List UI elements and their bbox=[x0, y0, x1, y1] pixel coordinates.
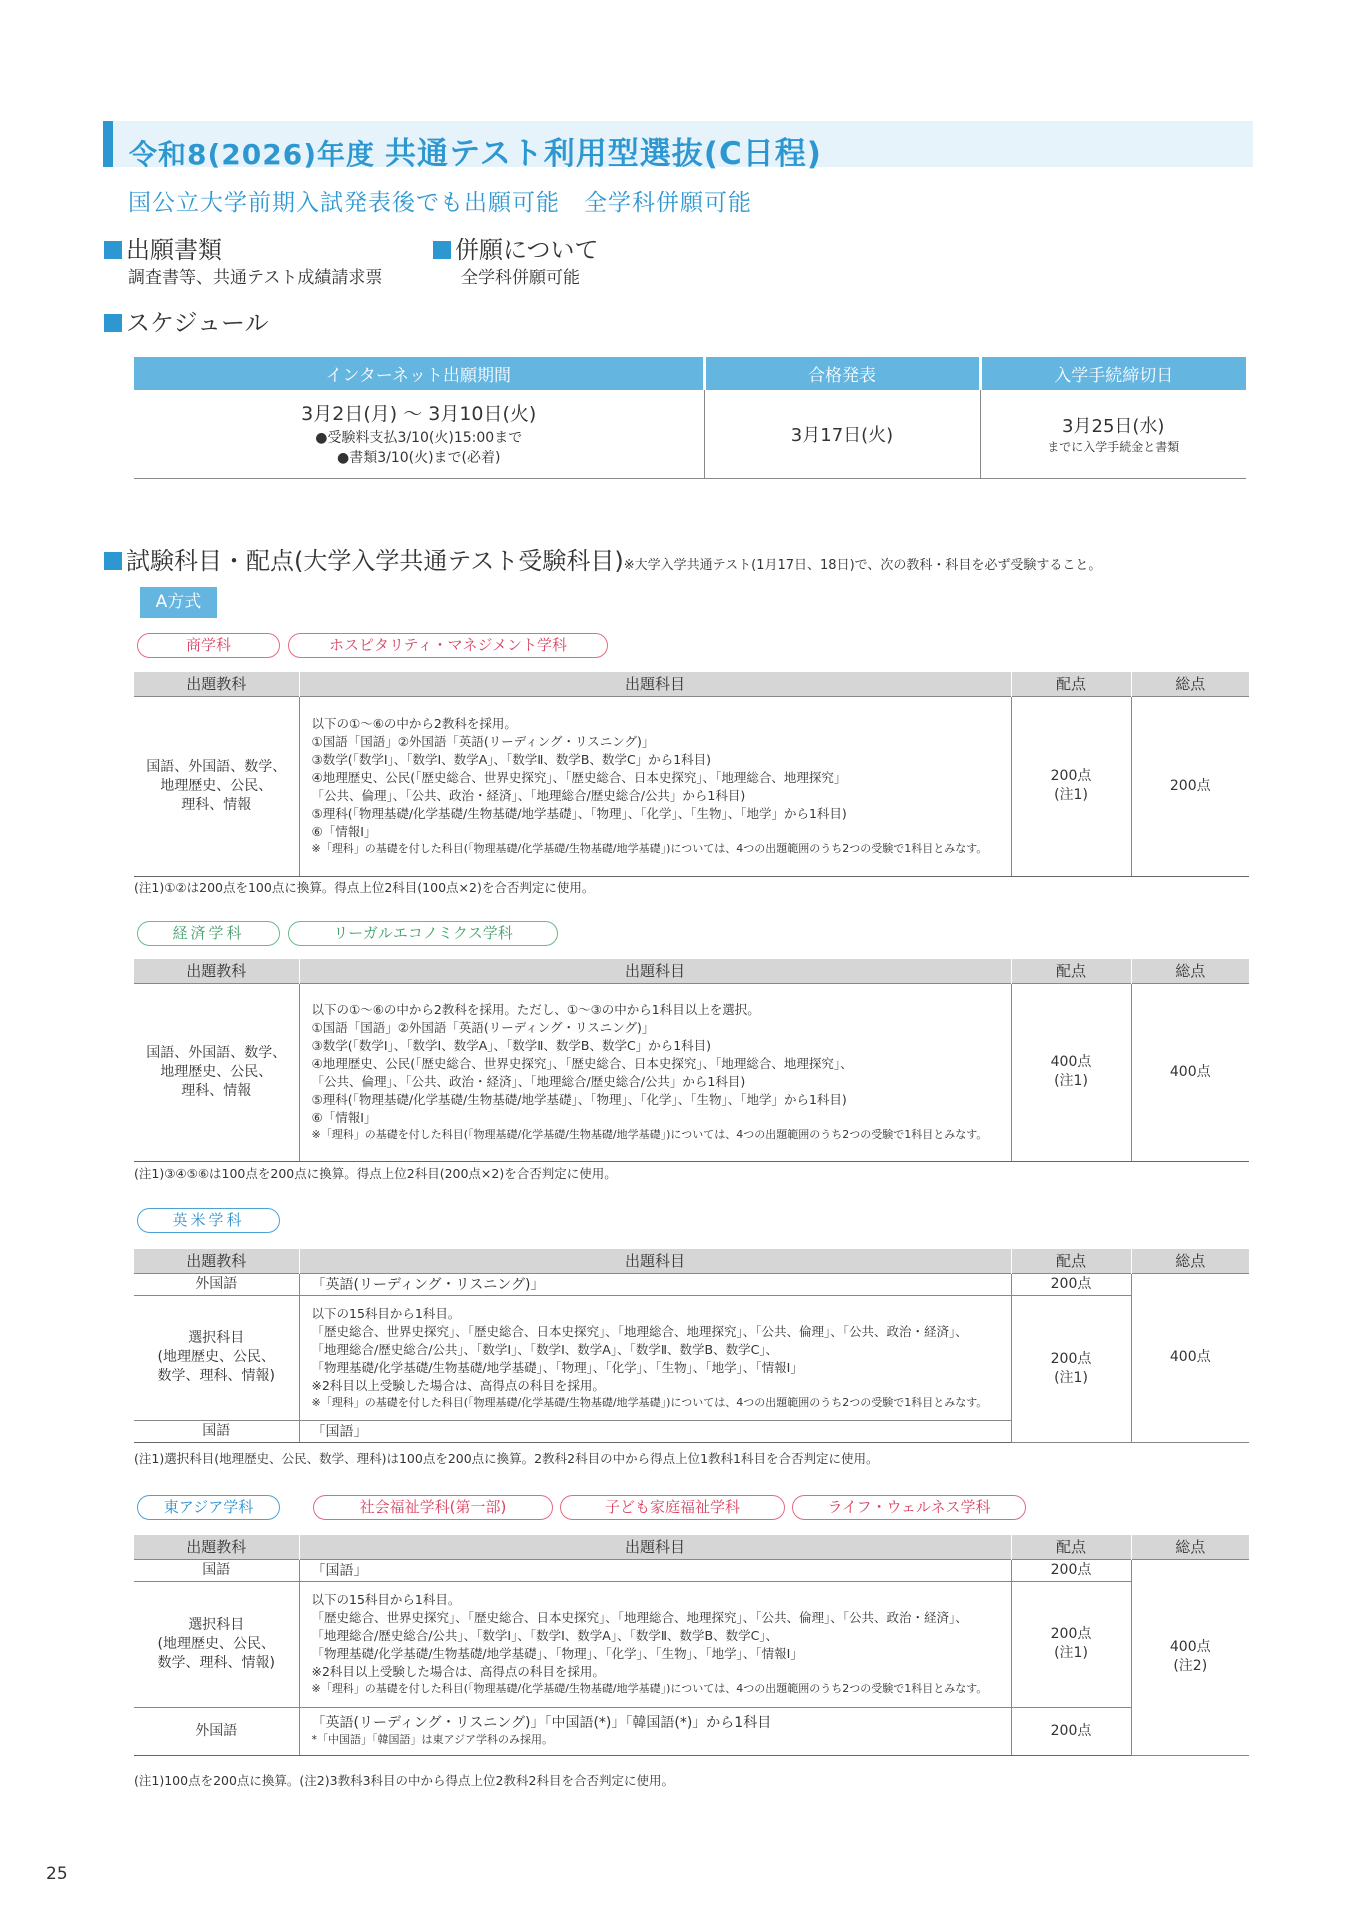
subject-area: 選択科目 (地理歴史、公民、 数学、理科、情報) bbox=[134, 1581, 299, 1707]
dept-pill-legal-economics: リーガルエコノミクス学科 bbox=[288, 921, 558, 946]
subject-detail bbox=[299, 1581, 1011, 1707]
col-header-total: 総点 bbox=[1131, 1249, 1249, 1273]
subject-area: 国語 bbox=[134, 1559, 299, 1581]
schedule-heading bbox=[104, 303, 269, 338]
detail-line: 「英語(リーディング・リスニング)」「中国語(*)」「韓国語(*)」から1科目 bbox=[311, 1715, 772, 1731]
title-accent-bar bbox=[103, 121, 113, 167]
title-band bbox=[103, 121, 1253, 172]
detail-line: ①国語「国語」②外国語「英語(リーディング・リスニング)」 bbox=[311, 1020, 655, 1035]
detail-line: 以下の15科目から1科目。 bbox=[311, 1305, 461, 1321]
detail-line: ※2科目以上受験した場合は、高得点の科目を採用。 bbox=[311, 1377, 605, 1393]
application-docs-heading bbox=[104, 230, 222, 265]
total-cell: 400点 bbox=[1131, 983, 1249, 1161]
detail-line: ③数学(「数学Ⅰ」、「数学Ⅰ、数学A」、「数学Ⅱ、数学B、数学C」から1科目) bbox=[311, 752, 712, 767]
subject-area: 国語、外国語、数学、 地理歴史、公民、 理科、情報 bbox=[134, 983, 299, 1161]
detail-line: 「公共、倫理」、「公共、政治・経済」、「地理総合/歴史総合/公共」から1科目) bbox=[311, 1074, 746, 1089]
concurrent-heading-text: 併願について bbox=[455, 236, 599, 264]
page-number: 25 bbox=[46, 1864, 68, 1884]
subject-table-group3 bbox=[134, 1249, 1249, 1443]
detail-line: ④地理歴史、公民(「歴史総合、世界史探究」、「歴史総合、日本史探究」、「地理総合、地理探究」、 bbox=[311, 1056, 853, 1071]
subject-table-group4 bbox=[134, 1535, 1249, 1756]
points-cell: 200点 bbox=[1011, 1707, 1131, 1755]
detail-line: ③数学(「数学Ⅰ」、「数学Ⅰ、数学A」、「数学Ⅱ、数学B、数学C」から1科目) bbox=[311, 1038, 712, 1053]
dept-pill-life-wellness: ライフ・ウェルネス学科 bbox=[792, 1495, 1026, 1520]
subject-detail: 「国語」 bbox=[299, 1559, 1011, 1581]
application-docs-heading-text: 出願書類 bbox=[126, 236, 222, 264]
detail-line: ※2科目以上受験した場合は、高得点の科目を採用。 bbox=[311, 1664, 605, 1679]
col-header-points: 配点 bbox=[1011, 672, 1131, 696]
schedule-period: 3月2日(月) 〜 3月10日(火) bbox=[301, 403, 537, 426]
col-header-area: 出題教科 bbox=[134, 1535, 299, 1559]
dept-pill-economics: 経済学科 bbox=[137, 921, 280, 946]
detail-note: ※「理科」の基礎を付した科目(「物理基礎/化学基礎/生物基礎/地学基礎」)については、4つの出題範囲のうち2つの受験で1科目とみなす。 bbox=[311, 1128, 988, 1141]
subject-detail: 「国語」 bbox=[299, 1420, 1011, 1442]
col-header-points: 配点 bbox=[1011, 1535, 1131, 1559]
square-bullet-icon bbox=[433, 241, 451, 259]
detail-line: 「公共、倫理」、「公共、政治・経済」、「地理総合/歴史総合/公共」から1科目) bbox=[311, 788, 746, 803]
page-title bbox=[129, 128, 822, 173]
subject-detail bbox=[299, 1295, 1011, 1420]
detail-line: ⑤理科(「物理基礎/化学基礎/生物基礎/地学基礎」、「物理」、「化学」、「生物」、「地学」から1科目) bbox=[311, 806, 847, 821]
schedule-period-cell bbox=[134, 390, 704, 478]
dept-pill-east-asia: 東アジア学科 bbox=[137, 1495, 280, 1520]
col-header-area: 出題教科 bbox=[134, 672, 299, 696]
detail-line: 以下の15科目から1科目。 bbox=[311, 1592, 461, 1607]
points-cell: 200点 (注1) bbox=[1011, 1581, 1131, 1707]
footnote-group4: (注1)100点を200点に換算。(注2)3教科3科目の中から得点上位2教科2科目を合否判定に使用。 bbox=[134, 1773, 674, 1788]
mode-badge: A方式 bbox=[140, 587, 217, 618]
detail-line: 以下の①〜⑥の中から2教科を採用。ただし、①〜③の中から1科目以上を選択。 bbox=[311, 1002, 760, 1017]
detail-line: 「地理総合/歴史総合/公共」、「数学Ⅰ」、「数学Ⅰ、数学A」、「数学Ⅱ、数学B、数学C」、 bbox=[311, 1628, 779, 1643]
detail-line: ⑤理科(「物理基礎/化学基礎/生物基礎/地学基礎」、「物理」、「化学」、「生物」、「地学」から1科目) bbox=[311, 1092, 847, 1107]
col-header-points: 配点 bbox=[1011, 1249, 1131, 1273]
points-cell: 200点 (注1) bbox=[1011, 696, 1131, 876]
subject-area: 国語、外国語、数学、 地理歴史、公民、 理科、情報 bbox=[134, 696, 299, 876]
total-cell: 400点 (注2) bbox=[1131, 1559, 1249, 1755]
schedule-table bbox=[134, 357, 1246, 479]
square-bullet-icon bbox=[104, 314, 122, 332]
subject-detail bbox=[299, 983, 1011, 1161]
schedule-header-result: 合格発表 bbox=[704, 357, 980, 390]
title-main: 共通テスト利用型選抜(C日程) bbox=[385, 136, 822, 172]
footnote-group3: (注1)選択科目(地理歴史、公民、数学、理科)は100点を200点に換算。2教科2科目の中から得点上位1教科1科目を合否判定に使用。 bbox=[134, 1451, 879, 1466]
detail-line: ④地理歴史、公民(「歴史総合、世界史探究」、「歴史総合、日本史探究」、「地理総合、地理探究」 bbox=[311, 770, 847, 785]
col-header-area: 出題教科 bbox=[134, 1249, 299, 1273]
col-header-area: 出題教科 bbox=[134, 959, 299, 983]
subject-area: 外国語 bbox=[134, 1273, 299, 1295]
concurrent-body: 全学科併願可能 bbox=[461, 268, 580, 288]
points-cell: 200点 bbox=[1011, 1559, 1131, 1581]
schedule-result: 3月17日(火) bbox=[704, 390, 980, 478]
schedule-header-period: インターネット出願期間 bbox=[134, 357, 704, 390]
col-header-subject: 出題科目 bbox=[299, 672, 1011, 696]
exam-heading bbox=[104, 541, 1101, 576]
page-subtitle: 国公立大学前期入試発表後でも出願可能 全学科併願可能 bbox=[128, 190, 752, 216]
detail-line: 「地理総合/歴史総合/公共」、「数学Ⅰ」、「数学Ⅰ、数学A」、「数学Ⅱ、数学B、数学C」、 bbox=[311, 1341, 779, 1357]
detail-note: ※「理科」の基礎を付した科目(「物理基礎/化学基礎/生物基礎/地学基礎」)については、4つの出題範囲のうち2つの受験で1科目とみなす。 bbox=[311, 1395, 988, 1409]
detail-line: 「物理基礎/化学基礎/生物基礎/地学基礎」、「物理」、「化学」、「生物」、「地学」、「情報Ⅰ」 bbox=[311, 1646, 803, 1661]
total-cell: 400点 bbox=[1131, 1273, 1249, 1442]
dept-pill-child-family-welfare: 子ども家庭福祉学科 bbox=[560, 1495, 785, 1520]
application-docs-body: 調査書等、共通テスト成績請求票 bbox=[128, 268, 383, 288]
detail-line: ⑥「情報Ⅰ」 bbox=[311, 824, 377, 839]
detail-line: 「歴史総合、世界史探究」、「歴史総合、日本史探究」、「地理総合、地理探究」、「公共、倫理」、「公共、政治・経済」、 bbox=[311, 1323, 968, 1339]
subject-table-group1 bbox=[134, 672, 1249, 877]
detail-line: ①国語「国語」②外国語「英語(リーディング・リスニング)」 bbox=[311, 734, 655, 749]
schedule-deadline: 3月25日(水) bbox=[1062, 416, 1165, 438]
schedule-deadline-cell bbox=[980, 390, 1246, 478]
total-cell: 200点 bbox=[1131, 696, 1249, 876]
subject-area: 国語 bbox=[134, 1420, 299, 1442]
dept-pill-commerce: 商学科 bbox=[137, 633, 280, 658]
col-header-total: 総点 bbox=[1131, 1535, 1249, 1559]
dept-pill-hospitality: ホスピタリティ・マネジメント学科 bbox=[288, 633, 608, 658]
subject-detail: 「英語(リーディング・リスニング)」 bbox=[299, 1273, 1011, 1295]
schedule-heading-text: スケジュール bbox=[126, 309, 269, 337]
col-header-points: 配点 bbox=[1011, 959, 1131, 983]
footnote-group2: (注1)③④⑤⑥は100点を200点に換算。得点上位2科目(200点×2)を合否判定に使用。 bbox=[134, 1166, 617, 1181]
detail-line: 「物理基礎/化学基礎/生物基礎/地学基礎」、「物理」、「化学」、「生物」、「地学」、「情報Ⅰ」 bbox=[311, 1359, 803, 1375]
schedule-header-deadline: 入学手続締切日 bbox=[980, 357, 1246, 390]
concurrent-heading bbox=[433, 230, 599, 265]
subject-area: 外国語 bbox=[134, 1707, 299, 1755]
schedule-bullet-docs: ●書類3/10(火)まで(必着) bbox=[336, 450, 501, 467]
square-bullet-icon bbox=[104, 241, 122, 259]
dept-pill-social-welfare: 社会福祉学科(第一部) bbox=[313, 1495, 553, 1520]
schedule-bullet-fee: ●受験料支払3/10(火)15:00まで bbox=[315, 430, 523, 447]
square-bullet-icon bbox=[104, 552, 122, 570]
exam-note: ※大学入学共通テスト(1月17日、18日)で、次の教科・科目を必ず受験すること。 bbox=[623, 558, 1102, 573]
subject-detail bbox=[299, 696, 1011, 876]
detail-line: 以下の①〜⑥の中から2教科を採用。 bbox=[311, 716, 517, 731]
exam-heading-text: 試験科目・配点(大学入学共通テスト受験科目) bbox=[126, 547, 624, 575]
points-cell: 200点 bbox=[1011, 1273, 1131, 1295]
schedule-deadline-note: までに入学手続金と書類 bbox=[1047, 440, 1180, 455]
subject-detail bbox=[299, 1707, 1011, 1755]
col-header-subject: 出題科目 bbox=[299, 959, 1011, 983]
detail-line: ⑥「情報Ⅰ」 bbox=[311, 1110, 377, 1125]
points-cell: 200点 (注1) bbox=[1011, 1295, 1131, 1442]
subject-area: 選択科目 (地理歴史、公民、 数学、理科、情報) bbox=[134, 1295, 299, 1420]
col-header-subject: 出題科目 bbox=[299, 1535, 1011, 1559]
col-header-total: 総点 bbox=[1131, 959, 1249, 983]
detail-note: ※「理科」の基礎を付した科目(「物理基礎/化学基礎/生物基礎/地学基礎」)については、4つの出題範囲のうち2つの受験で1科目とみなす。 bbox=[311, 1682, 988, 1695]
detail-note: *「中国語」「韓国語」は東アジア学科のみ採用。 bbox=[311, 1733, 554, 1746]
col-header-subject: 出題科目 bbox=[299, 1249, 1011, 1273]
detail-line: 「歴史総合、世界史探究」、「歴史総合、日本史探究」、「地理総合、地理探究」、「公共、倫理」、「公共、政治・経済」、 bbox=[311, 1610, 968, 1625]
subject-table-group2 bbox=[134, 959, 1249, 1162]
dept-pill-english: 英米学科 bbox=[137, 1208, 280, 1233]
detail-note: ※「理科」の基礎を付した科目(「物理基礎/化学基礎/生物基礎/地学基礎」)については、4つの出題範囲のうち2つの受験で1科目とみなす。 bbox=[311, 842, 988, 855]
col-header-total: 総点 bbox=[1131, 672, 1249, 696]
footnote-group1: (注1)①②は200点を100点に換算。得点上位2科目(100点×2)を合否判定に使用。 bbox=[134, 880, 595, 895]
title-prefix: 令和8(2026)年度 bbox=[129, 138, 376, 171]
points-cell: 400点 (注1) bbox=[1011, 983, 1131, 1161]
